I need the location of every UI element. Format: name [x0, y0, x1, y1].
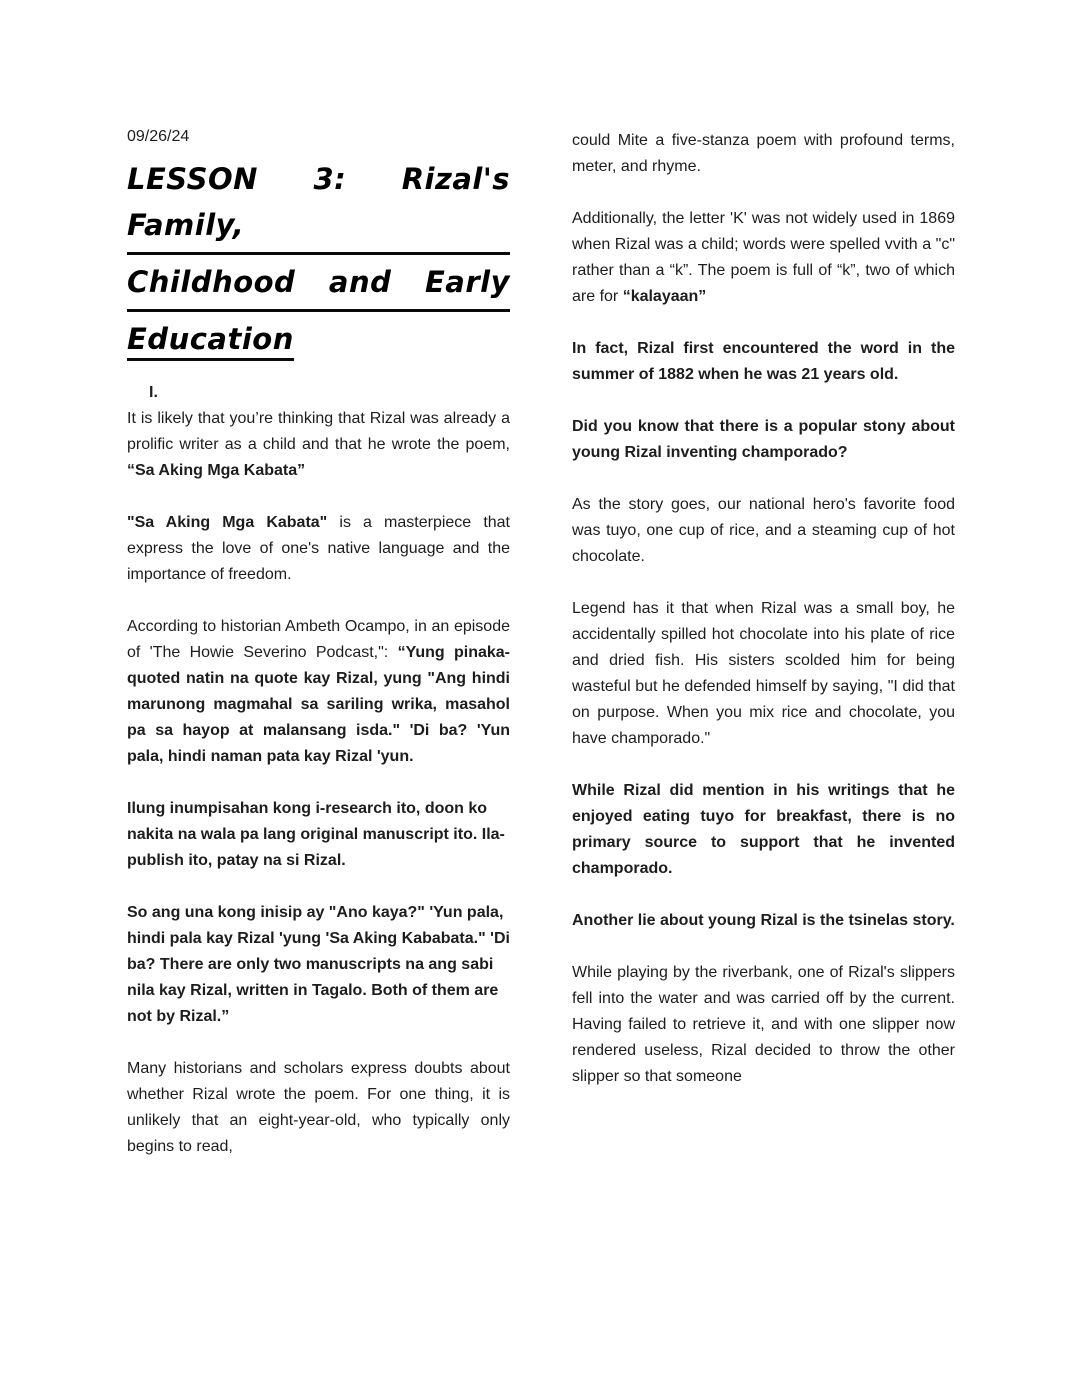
- heading-line-2: Childhood and Early: [127, 259, 510, 312]
- bold-text-run: “kalayaan”: [622, 288, 707, 305]
- bold-text-run: So ang una kong inisip ay "Ano kaya?" 'Yun pala, hindi pala kay Rizal 'yung 'Sa Aking Kababata." 'Di ba? There are only two manuscripts na ang sabi nila kay Rizal, written in Tagalo. Both of them are not by Rizal.”: [127, 904, 510, 1025]
- text-run: Additionally, the letter 'K' was not widely used in 1869 when Rizal was a child; words were spelled vvith a "c" rather than a “k”. The poem is full of “k”, two of which are for: [572, 210, 955, 305]
- paragraph: [572, 414, 955, 466]
- paragraph: [572, 128, 955, 180]
- text-run: Legend has it that when Rizal was a small boy, he accidentally spilled hot chocolate into his plate of rice and dried fish. His sisters scolded him for being wasteful but he defended himself by saying, "I did that on purpose. When you mix rice and chocolate, you have champorado.": [572, 600, 955, 747]
- text-run: is a masterpiece that express the love of one's native language and the importance of freedom.: [127, 514, 511, 583]
- paragraph: [127, 1056, 510, 1160]
- right-column-paragraphs: [572, 128, 955, 1090]
- paragraph: [127, 614, 510, 770]
- lesson-heading: [127, 156, 510, 366]
- heading-underlined-word: Education: [127, 322, 294, 361]
- paragraph: [572, 206, 955, 310]
- section-marker: I.: [149, 384, 158, 401]
- left-column: [127, 128, 510, 1160]
- right-column: [572, 128, 955, 1160]
- bold-text-run: Another lie about young Rizal is the tsinelas story.: [572, 912, 955, 929]
- left-column-paragraphs: [127, 406, 510, 1160]
- text-run: As the story goes, our national hero's favorite food was tuyo, one cup of rice, and a steaming cup of hot chocolate.: [572, 496, 955, 565]
- date-label: 09/26/24: [127, 128, 190, 145]
- paragraph: [127, 510, 510, 588]
- bold-text-run: "Sa Aking Mga Kabata": [127, 514, 328, 531]
- paragraph: [572, 336, 955, 388]
- paragraph: [572, 492, 955, 570]
- bold-text-run: “Yung pinaka-quoted natin na quote kay Rizal, yung "Ang hindi marunong magmahal sa sariling wrika, masahol pa sa hayop at malansang isda." 'Di ba? 'Yun pala, hindi naman pata kay Rizal 'yun.: [127, 644, 511, 765]
- heading-line-3: [127, 316, 510, 366]
- paragraph: [127, 900, 510, 1030]
- text-run: Many historians and scholars express doubts about whether Rizal wrote the poem. For one thing, it is unlikely that an eight-year-old, who typically only begins to read,: [127, 1060, 510, 1155]
- bold-text-run: While Rizal did mention in his writings that he enjoyed eating tuyo for breakfast, there is no primary source to support that he invented champorado.: [572, 782, 955, 877]
- paragraph: [572, 908, 955, 934]
- text-run: According to historian Ambeth Ocampo, in an episode of 'The Howie Severino Podcast,":: [127, 618, 510, 661]
- text-run: could Mite a five-stanza poem with profound terms, meter, and rhyme.: [572, 132, 955, 175]
- two-column-layout: [127, 128, 955, 1160]
- text-run: It is likely that you’re thinking that Rizal was already a prolific writer as a child and that he wrote the poem,: [127, 410, 510, 453]
- paragraph: [127, 796, 510, 874]
- bold-text-run: Ilung inumpisahan kong i-research ito, doon ko nakita na wala pa lang original manuscript ito. Ila-publish ito, patay na si Rizal.: [127, 800, 505, 869]
- bold-text-run: In fact, Rizal first encountered the word in the summer of 1882 when he was 21 years old.: [572, 340, 955, 383]
- heading-line-1: LESSON 3: Rizal's Family,: [127, 156, 510, 255]
- text-run: While playing by the riverbank, one of Rizal's slippers fell into the water and was carried off by the current. Having failed to retrieve it, and with one slipper now rendered useless, Rizal decided to throw the other slipper so that someone: [572, 964, 955, 1085]
- paragraph: [572, 778, 955, 882]
- paragraph: [572, 960, 955, 1090]
- paragraph: [127, 406, 510, 484]
- bold-text-run: “Sa Aking Mga Kabata”: [127, 462, 306, 479]
- bold-text-run: Did you know that there is a popular stony about young Rizal inventing champorado?: [572, 418, 955, 461]
- paragraph: [572, 596, 955, 752]
